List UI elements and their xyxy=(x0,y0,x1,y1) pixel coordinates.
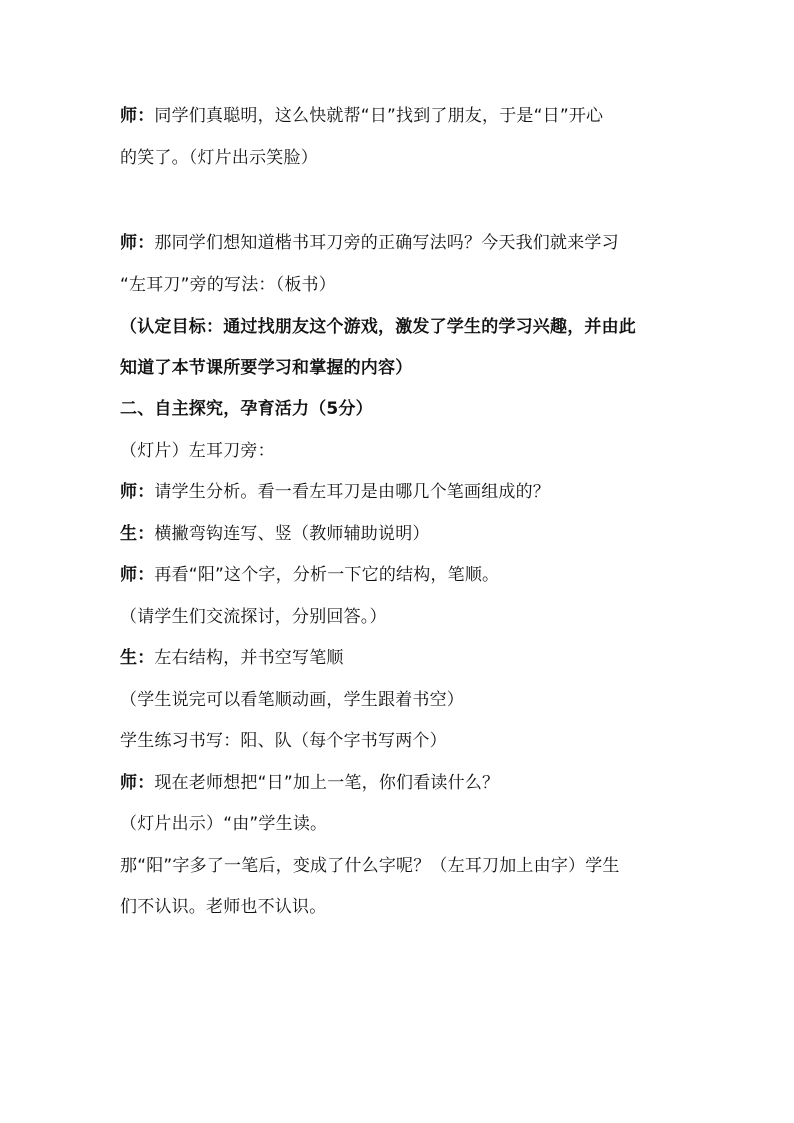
line-text: （学生说完可以看笔顺动画，学生跟着书空） xyxy=(120,690,464,710)
paragraph-line-1 xyxy=(120,104,690,128)
paragraph-line-14 xyxy=(120,688,690,712)
line-text: 请学生分析。看一看左耳刀是由哪几个笔画组成的？ xyxy=(154,482,551,502)
paragraph-line-15 xyxy=(120,729,690,753)
paragraph-line-2 xyxy=(120,146,690,170)
line-text: 的笑了。（灯片出示笑脸） xyxy=(120,148,318,168)
line-text: 左右结构，并书空写笔顺 xyxy=(154,648,344,668)
paragraph-line-12 xyxy=(120,605,690,629)
paragraph-line-9 xyxy=(120,480,690,504)
speaker-label: 生 xyxy=(120,648,138,668)
speaker-colon: ： xyxy=(137,565,155,585)
paragraph-line-13 xyxy=(120,646,690,670)
line-text: 再看“阳”这个字，分析一下它的结构，笔顺。 xyxy=(154,565,500,585)
speaker-label: 生 xyxy=(120,524,138,544)
line-text: 知道了本节课所要学习和掌握的内容） xyxy=(120,358,413,378)
speaker-colon: ： xyxy=(137,106,155,126)
paragraph-line-11 xyxy=(120,563,690,587)
line-text: 那同学们想知道楷书耳刀旁的正确写法吗？今天我们就来学习 xyxy=(154,233,619,253)
speaker-colon: ： xyxy=(137,233,155,253)
speaker-colon: ： xyxy=(137,524,155,544)
paragraph-line-16 xyxy=(120,771,690,795)
line-text: 横撇弯钩连写、竖（教师辅助说明） xyxy=(154,524,430,544)
line-text: （认定目标：通过找朋友这个游戏，激发了学生的学习兴趣，并由此 xyxy=(120,317,636,337)
line-text: （灯片出示）“由”学生读。 xyxy=(120,814,328,834)
paragraph-line-17 xyxy=(120,812,690,836)
paragraph-line-8 xyxy=(120,439,690,463)
line-text: 学生练习书写：阳、队（每个字书写两个） xyxy=(120,731,447,751)
paragraph-line-19 xyxy=(120,895,690,919)
paragraph-line-10 xyxy=(120,522,690,546)
speaker-colon: ： xyxy=(137,482,155,502)
speaker-colon: ： xyxy=(137,773,155,793)
paragraph-line-3 xyxy=(120,231,690,255)
speaker-label: 师 xyxy=(120,233,138,253)
speaker-label: 师 xyxy=(120,773,138,793)
speaker-label: 师 xyxy=(120,565,138,585)
line-text: 同学们真聪明，这么快就帮“日”找到了朋友，于是“日”开心 xyxy=(154,106,604,126)
goal-note-line-2 xyxy=(120,356,690,380)
line-text: “左耳刀”旁的写法：（板书） xyxy=(120,275,336,295)
speaker-colon: ： xyxy=(137,648,155,668)
line-text: 二、自主探究，孕育活力（5分） xyxy=(120,399,373,419)
line-text: （请学生们交流探讨，分别回答。） xyxy=(120,607,387,627)
speaker-label: 师 xyxy=(120,482,138,502)
goal-note-line-1 xyxy=(120,315,690,339)
paragraph-line-4 xyxy=(120,273,690,297)
line-text: 现在老师想把“日”加上一笔，你们看读什么？ xyxy=(154,773,500,793)
line-text: （灯片）左耳刀旁： xyxy=(120,441,275,461)
speaker-label: 师 xyxy=(120,106,138,126)
line-text: 那“阳”字多了一笔后，变成了什么字呢？（左耳刀加上由字）学生 xyxy=(120,856,620,876)
paragraph-line-18 xyxy=(120,854,690,878)
section-heading xyxy=(120,397,690,421)
line-text: 们不认识。老师也不认识。 xyxy=(120,897,327,917)
